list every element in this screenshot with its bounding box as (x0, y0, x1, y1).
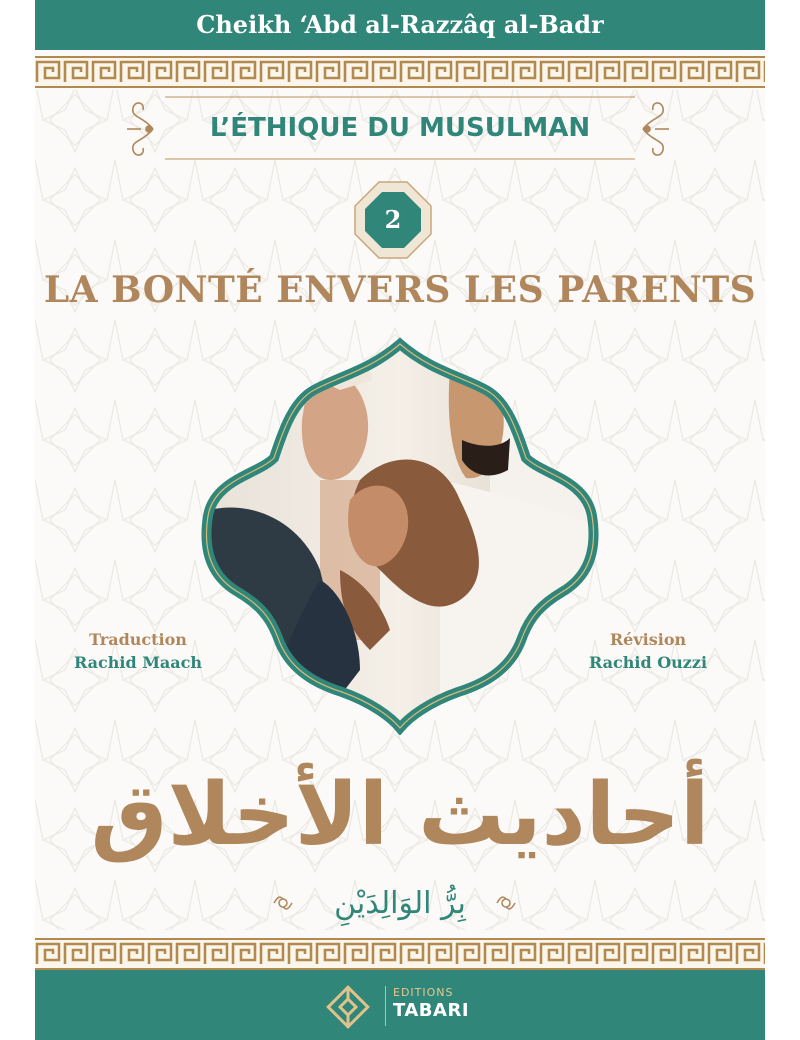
publisher-editions-label: EDITIONS (393, 986, 454, 999)
arabesque-ornament-icon (639, 96, 673, 162)
translation-credit (53, 628, 223, 674)
arabesque-ornament-icon (495, 892, 517, 914)
arabic-title: أحاديث الأخلاق (90, 765, 710, 865)
revision-credit (563, 628, 733, 674)
publisher-logo-icon (323, 982, 373, 1032)
publisher-name: TABARI (393, 1000, 470, 1021)
publisher-divider (385, 986, 386, 1026)
book-cover (35, 0, 765, 1040)
series-title: L’ÉTHIQUE DU MUSULMAN (209, 113, 591, 143)
volume-number: 2 (384, 205, 402, 234)
arabic-subtitle: بِرُّ الوَالِدَيْنِ (334, 886, 466, 921)
cover-illustration (190, 330, 610, 735)
greek-key-border-bottom (35, 938, 765, 970)
arabesque-ornament-icon (123, 96, 157, 162)
revision-role: Révision (609, 630, 687, 649)
translation-role: Traduction (89, 630, 187, 649)
greek-key-border-top (35, 56, 765, 88)
reviser-name: Rachid Ouzzi (588, 653, 708, 672)
author-name: Cheikh ‘Abd al-Razzâq al-Badr (196, 10, 604, 39)
book-title: LA BONTÉ ENVERS LES PARENTS (43, 269, 757, 311)
translator-name: Rachid Maach (73, 653, 203, 672)
